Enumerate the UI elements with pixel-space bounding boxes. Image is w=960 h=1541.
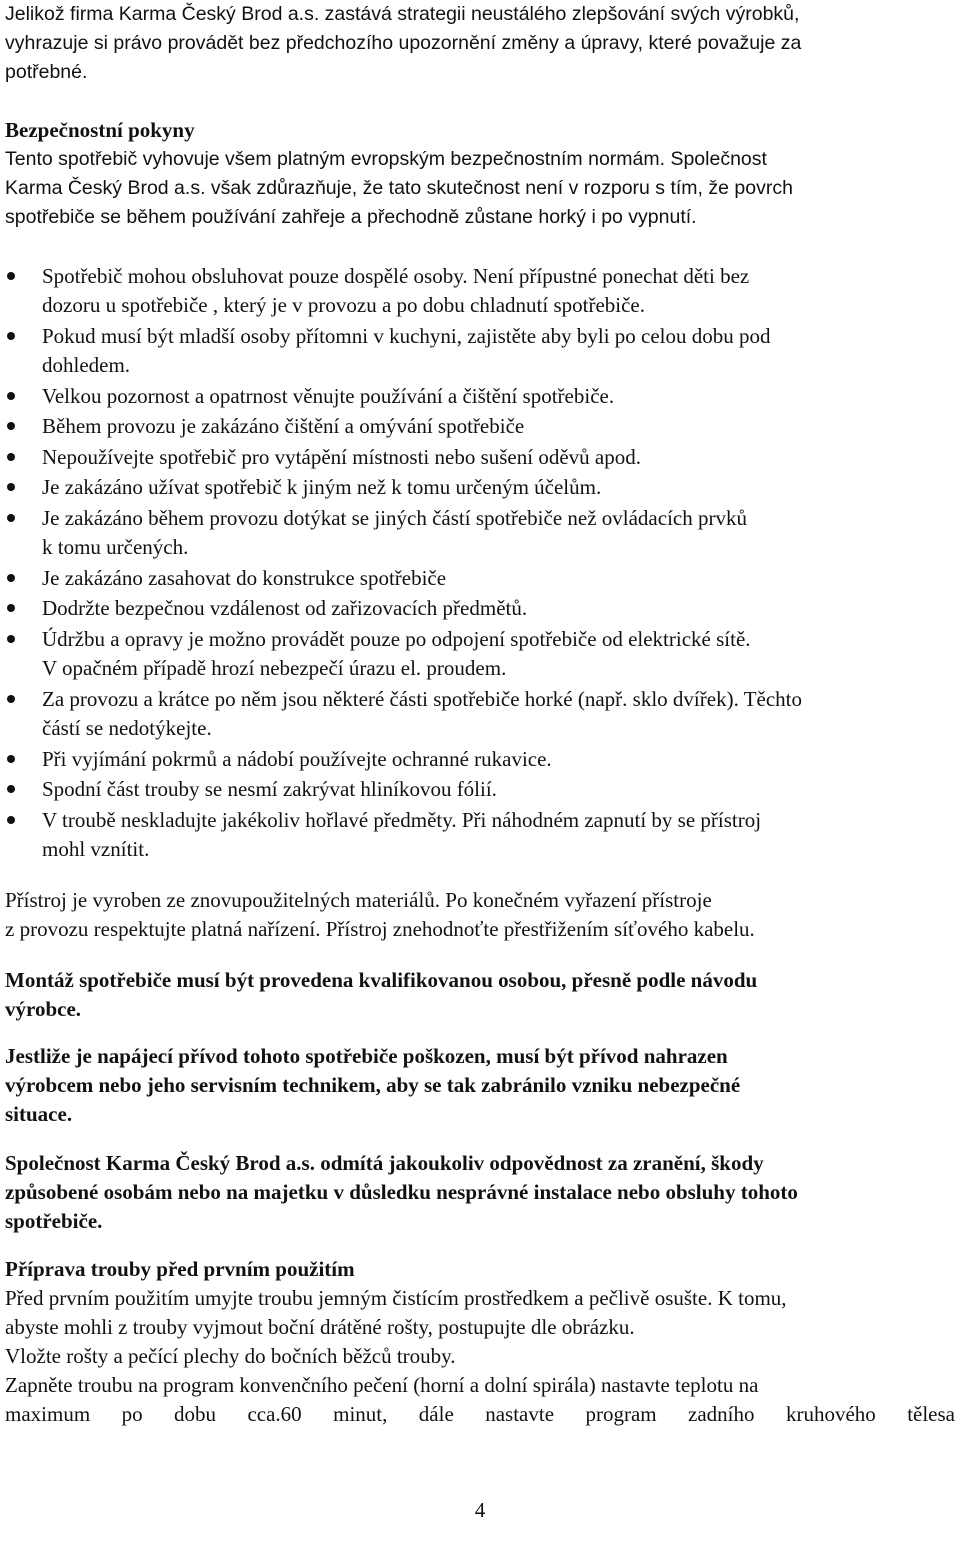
list-item: Je zakázáno užívat spotřebič k jiným než k tomu určeným účelům.: [0, 473, 955, 502]
list-item: Je zakázáno během provozu dotýkat se jiných částí spotřebiče než ovládacích prvků k tomu určených.: [0, 504, 955, 562]
recycle-line: z provozu respektujte platná nařízení. Přístroj znehodnoťte přestřižením síťového kabelu.: [5, 917, 755, 941]
intro-line: vyhrazuje si právo provádět bez předchozího upozornění změny a úpravy, které považuje za: [5, 32, 802, 54]
safety-title: Bezpečnostní pokyny: [5, 118, 195, 142]
safety-line: Karma Český Brod a.s. však zdůrazňuje, že tato skutečnost není v rozporu s tím, že povrch: [5, 177, 793, 199]
bullet-icon: [7, 574, 15, 582]
list-item: Nepoužívejte spotřebič pro vytápění místnosti nebo sušení oděvů apod.: [0, 443, 955, 472]
list-item: Během provozu je zakázáno čištění a omývání spotřebiče: [0, 412, 955, 441]
power-cord-warning: Jestliže je napájecí přívod tohoto spotřebiče poškozen, musí být přívod nahrazen výrobcem nebo jeho servisním technikem, aby se tak zabránilo vzniku nebezpečné situace.: [5, 1044, 741, 1126]
bullet-icon: [7, 422, 15, 430]
safety-line: spotřebiče se během používání zahřeje a přechodně zůstane horký i po vypnutí.: [5, 206, 697, 228]
recycle-line: Přístroj je vyroben ze znovupoužitelných materiálů. Po konečném vyřazení přístroje: [5, 888, 712, 912]
page-number: 4: [474, 1498, 486, 1522]
bullet-icon: [7, 453, 15, 461]
list-item: Spodní část trouby se nesmí zakrývat hliníkovou fólií.: [0, 775, 955, 804]
bullet-icon: [7, 604, 15, 612]
bullet-icon: [7, 483, 15, 491]
preparation-title: Příprava trouby před prvním použitím: [5, 1257, 355, 1281]
bullet-icon: [7, 785, 15, 793]
bullet-icon: [7, 816, 15, 824]
list-item: Spotřebič mohou obsluhovat pouze dospělé osoby. Není přípustné ponechat děti bez dozoru u spotřebiče , který je v provozu a po dobu chladnutí spotřebiče.: [0, 262, 955, 320]
preparation-continued: Zapněte troubu na program konvenčního pečení (horní a dolní spirála) nastavte teplotu na maximum po dobu cca.60 minut, dále nastavte program zadního kruhového tělesa: [5, 1373, 955, 1426]
intro-line: potřebné.: [5, 61, 88, 83]
list-item: Za provozu a krátce po něm jsou některé části spotřebiče horké (např. sklo dvířek). Těchto částí se nedotýkejte.: [0, 685, 955, 743]
bullet-icon: [7, 272, 15, 280]
list-item: Je zakázáno zasahovat do konstrukce spotřebiče: [0, 564, 955, 593]
bullet-icon: [7, 695, 15, 703]
bullet-icon: [7, 635, 15, 643]
list-item: Dodržte bezpečnou vzdálenost od zařizovacích předmětů.: [0, 594, 955, 623]
liability-disclaimer: Společnost Karma Český Brod a.s. odmítá jakoukoliv odpovědnost za zranění, škody způsobené osobám nebo na majetku v důsledku nesprávné instalace nebo obsluhy tohoto spotřebiče.: [5, 1151, 798, 1233]
list-item: Pokud musí být mladší osoby přítomni v kuchyni, zajistěte aby byli po celou dobu pod dohledem.: [0, 322, 955, 380]
list-item: Údržbu a opravy je možno provádět pouze po odpojení spotřebiče od elektrické sítě. V opačném případě hrozí nebezpečí úrazu el. proudem.: [0, 625, 955, 683]
intro-paragraph: [5, 0, 955, 87]
preparation-section: Příprava trouby před prvním použitím Před prvním použitím umyjte troubu jemným čistícím prostředkem a pečlivě osušte. K tomu, abyste mohli z trouby vyjmout boční drátěné rošty, postupujte dle obrázku. Vložte rošty a pečící plechy do bočních běžců trouby.: [5, 1255, 955, 1371]
bullet-icon: [7, 392, 15, 400]
bullet-icon: [7, 332, 15, 340]
list-item: V troubě neskladujte jakékoliv hořlavé předměty. Při náhodném zapnutí by se přístroj mohl vznítit.: [0, 806, 955, 864]
list-item: Velkou pozornost a opatrnost věnujte používání a čištění spotřebiče.: [0, 382, 955, 411]
bullet-icon: [7, 514, 15, 522]
list-item: Při vyjímání pokrmů a nádobí používejte ochranné rukavice.: [0, 745, 955, 774]
safety-bullet-list: [0, 262, 955, 866]
bullet-icon: [7, 755, 15, 763]
installation-warning: Montáž spotřebiče musí být provedena kvalifikovanou osobou, přesně podle návodu výrobce.: [5, 968, 758, 1021]
safety-line: Tento spotřebič vyhovuje všem platným evropským bezpečnostním normám. Společnost: [5, 148, 767, 170]
intro-line: Jelikož firma Karma Český Brod a.s. zastává strategii neustálého zlepšování svých výrobků,: [5, 3, 800, 25]
safety-section: [5, 116, 955, 232]
recycle-paragraph: [5, 886, 955, 944]
